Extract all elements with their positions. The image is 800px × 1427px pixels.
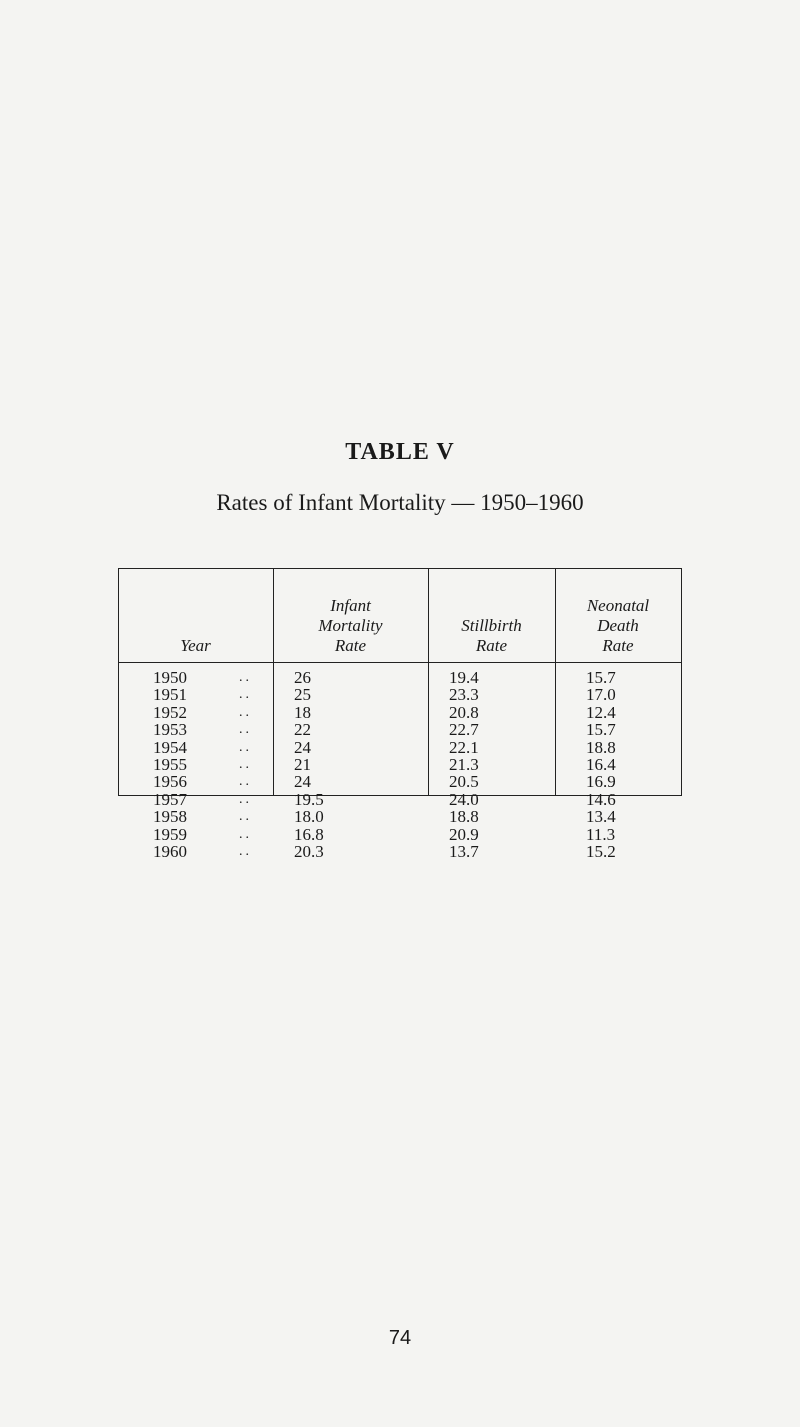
mortality-table xyxy=(118,568,682,861)
leader-dots: .. xyxy=(239,757,252,772)
header-infant-mortality-rate: Infant Mortality Rate xyxy=(318,596,383,655)
stillbirth-cell: 19.4 xyxy=(449,668,479,687)
neonatal-death-cell: 15.2 xyxy=(586,842,616,861)
infant-mortality-cell: 21 xyxy=(294,755,311,774)
neonatal-death-cell: 16.9 xyxy=(586,772,616,792)
year-cell: 1956 xyxy=(153,772,187,792)
leader-dots: .. xyxy=(239,722,252,738)
leader-dots: .. xyxy=(239,826,252,842)
infant-mortality-cell: 24 xyxy=(294,737,311,757)
leader-dots: .. xyxy=(239,687,252,703)
infant-mortality-cell: 16.8 xyxy=(294,824,324,844)
stillbirth-cell: 13.7 xyxy=(449,842,479,861)
infant-mortality-cell: 19.5 xyxy=(294,789,324,809)
year-cell: 1953 xyxy=(153,720,187,740)
column-rule xyxy=(681,568,682,796)
neonatal-death-cell: 15.7 xyxy=(586,720,616,740)
year-cell: 1951 xyxy=(153,685,187,705)
year-cell: 1950 xyxy=(153,668,187,687)
neonatal-death-cell: 15.7 xyxy=(586,668,616,687)
infant-mortality-cell: 18.0 xyxy=(294,807,324,827)
leader-dots: .. xyxy=(239,739,252,755)
year-cell: 1957 xyxy=(153,789,187,809)
stillbirth-cell: 22.7 xyxy=(449,720,479,740)
year-cell: 1955 xyxy=(153,755,187,774)
stillbirth-cell: 21.3 xyxy=(449,755,479,774)
stillbirth-cell: 20.9 xyxy=(449,824,479,844)
stillbirth-cell: 24.0 xyxy=(449,789,479,809)
stillbirth-cell: 23.3 xyxy=(449,685,479,705)
year-cell: 1959 xyxy=(153,824,187,844)
stillbirth-cell: 18.8 xyxy=(449,807,479,827)
year-cell: 1954 xyxy=(153,737,187,757)
infant-mortality-cell: 20.3 xyxy=(294,842,324,861)
neonatal-death-cell: 13.4 xyxy=(586,807,616,827)
infant-mortality-cell: 22 xyxy=(294,720,311,740)
header-stillbirth-rate: Stillbirth Rate xyxy=(461,616,522,655)
page-number: 74 xyxy=(388,1327,412,1349)
leader-dots: .. xyxy=(239,809,252,825)
neonatal-death-cell: 16.4 xyxy=(586,755,616,774)
leader-dots: .. xyxy=(239,774,252,790)
infant-mortality-cell: 24 xyxy=(294,772,311,792)
leader-dots: .. xyxy=(239,844,252,859)
table-title: TABLE V xyxy=(345,439,455,465)
neonatal-death-cell: 14.6 xyxy=(586,789,616,809)
table-subtitle: Rates of Infant Mortality — 1950–1960 xyxy=(216,490,584,515)
header-neonatal-death-rate: Neonatal Death Rate xyxy=(586,596,650,655)
neonatal-death-cell: 12.4 xyxy=(586,702,616,722)
stillbirth-cell: 20.5 xyxy=(449,772,479,792)
neonatal-death-cell: 17.0 xyxy=(586,685,616,705)
neonatal-death-cell: 18.8 xyxy=(586,737,616,757)
leader-dots: .. xyxy=(239,704,252,720)
year-cell: 1960 xyxy=(153,842,187,861)
infant-mortality-cell: 25 xyxy=(294,685,311,705)
neonatal-death-cell: 11.3 xyxy=(586,824,616,844)
stillbirth-cell: 22.1 xyxy=(449,737,479,757)
header-rule xyxy=(118,662,682,663)
leader-dots: .. xyxy=(239,791,252,807)
leader-dots: .. xyxy=(239,670,252,685)
header-year: Year xyxy=(180,636,211,655)
year-cell: 1952 xyxy=(153,702,187,722)
year-cell: 1958 xyxy=(153,807,187,827)
infant-mortality-cell: 18 xyxy=(294,702,311,722)
stillbirth-cell: 20.8 xyxy=(449,702,479,722)
infant-mortality-cell: 26 xyxy=(294,668,311,687)
